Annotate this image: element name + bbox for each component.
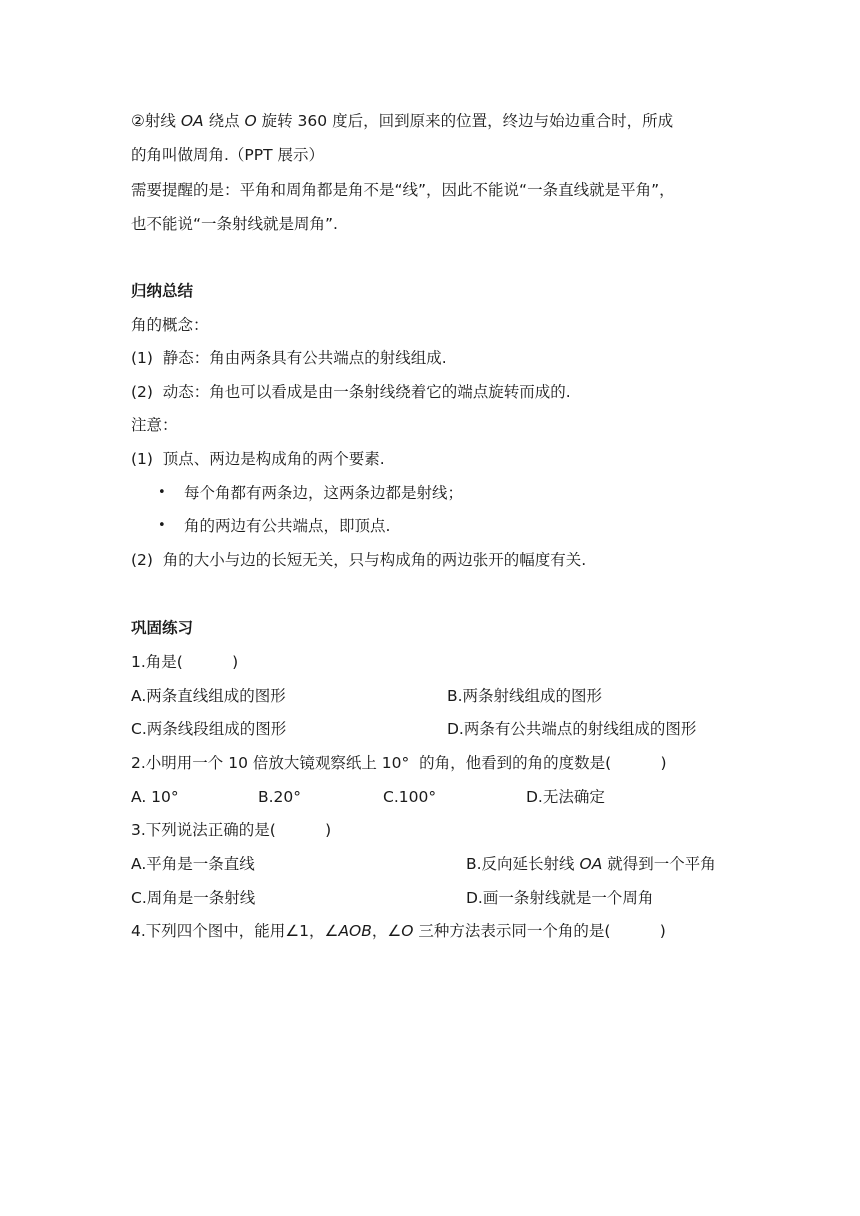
intro-line-4: 也不能说“一条射线就是周角”.: [131, 215, 338, 233]
intro-line-2: 的角叫做周角.（PPT 展示）: [131, 146, 325, 164]
question-text: ，∠: [371, 922, 402, 940]
concept-label: 角的概念：: [131, 316, 209, 334]
intro-text: 旋转 360 度后，回到原来的位置，终边与始边重合时，所成: [256, 112, 674, 130]
question-4-stem: [131, 921, 666, 941]
ray-oa-label: OA: [180, 112, 204, 130]
angle-o-label: O: [401, 922, 414, 940]
option-text: 就得到一个平角: [602, 855, 716, 873]
question-1-option-c: C.两条线段组成的图形: [131, 720, 287, 738]
intro-text: 绕点: [203, 112, 245, 130]
question-3-stem: 3.下列说法正确的是( ): [131, 821, 332, 839]
note-item-2: (2) 角的大小与边的长短无关，只与构成角的两边张开的幅度有关.: [131, 551, 587, 569]
question-3-option-c: C.周角是一条射线: [131, 889, 256, 907]
note-label: 注意：: [131, 416, 178, 434]
bullet-icon: •: [158, 485, 166, 500]
question-1-option-b: B.两条射线组成的图形: [447, 687, 603, 705]
bullet-icon: •: [158, 518, 166, 533]
note-bullet-2: 角的两边有公共端点，即顶点.: [184, 517, 391, 535]
question-1-option-a: A.两条直线组成的图形: [131, 687, 286, 705]
question-2-option-b: B.20°: [258, 788, 302, 806]
point-o-label: O: [244, 112, 257, 130]
question-2-stem: 2.小明用一个 10 倍放大镜观察纸上 10° 的角，他看到的角的度数是( ): [131, 754, 667, 772]
concept-item-dynamic: (2) 动态：角也可以看成是由一条射线绕着它的端点旋转而成的.: [131, 383, 571, 401]
concept-item-static: (1) 静态：角由两条具有公共端点的射线组成.: [131, 349, 447, 367]
question-1-option-d: D.两条有公共端点的射线组成的图形: [447, 720, 697, 738]
angle-aob-label: AOB: [338, 922, 372, 940]
ray-oa-label: OA: [579, 855, 603, 873]
intro-line-1: [131, 111, 673, 131]
intro-line-3: 需要提醒的是：平角和周角都是角不是“线”，因此不能说“一条直线就是平角”，: [131, 181, 675, 199]
option-text: B.反向延长射线: [466, 855, 580, 873]
question-text: 三种方法表示同一个角的是( ): [413, 922, 666, 940]
question-3-option-b: [466, 854, 716, 874]
intro-text: ②射线: [131, 112, 181, 130]
question-2-option-a: A. 10°: [131, 788, 179, 806]
summary-heading: 归纳总结: [131, 282, 194, 300]
question-text: 4.下列四个图中，能用∠1，∠: [131, 922, 339, 940]
practice-heading: 巩固练习: [131, 619, 194, 637]
note-item-1: (1) 顶点、两边是构成角的两个要素.: [131, 450, 385, 468]
question-2-option-d: D.无法确定: [526, 788, 605, 806]
question-3-option-a: A.平角是一条直线: [131, 855, 255, 873]
note-bullet-1: 每个角都有两条边，这两条边都是射线；: [184, 484, 464, 502]
question-2-option-c: C.100°: [383, 788, 437, 806]
question-3-option-d: D.画一条射线就是一个周角: [466, 889, 654, 907]
question-1-stem: 1.角是( ): [131, 653, 239, 671]
